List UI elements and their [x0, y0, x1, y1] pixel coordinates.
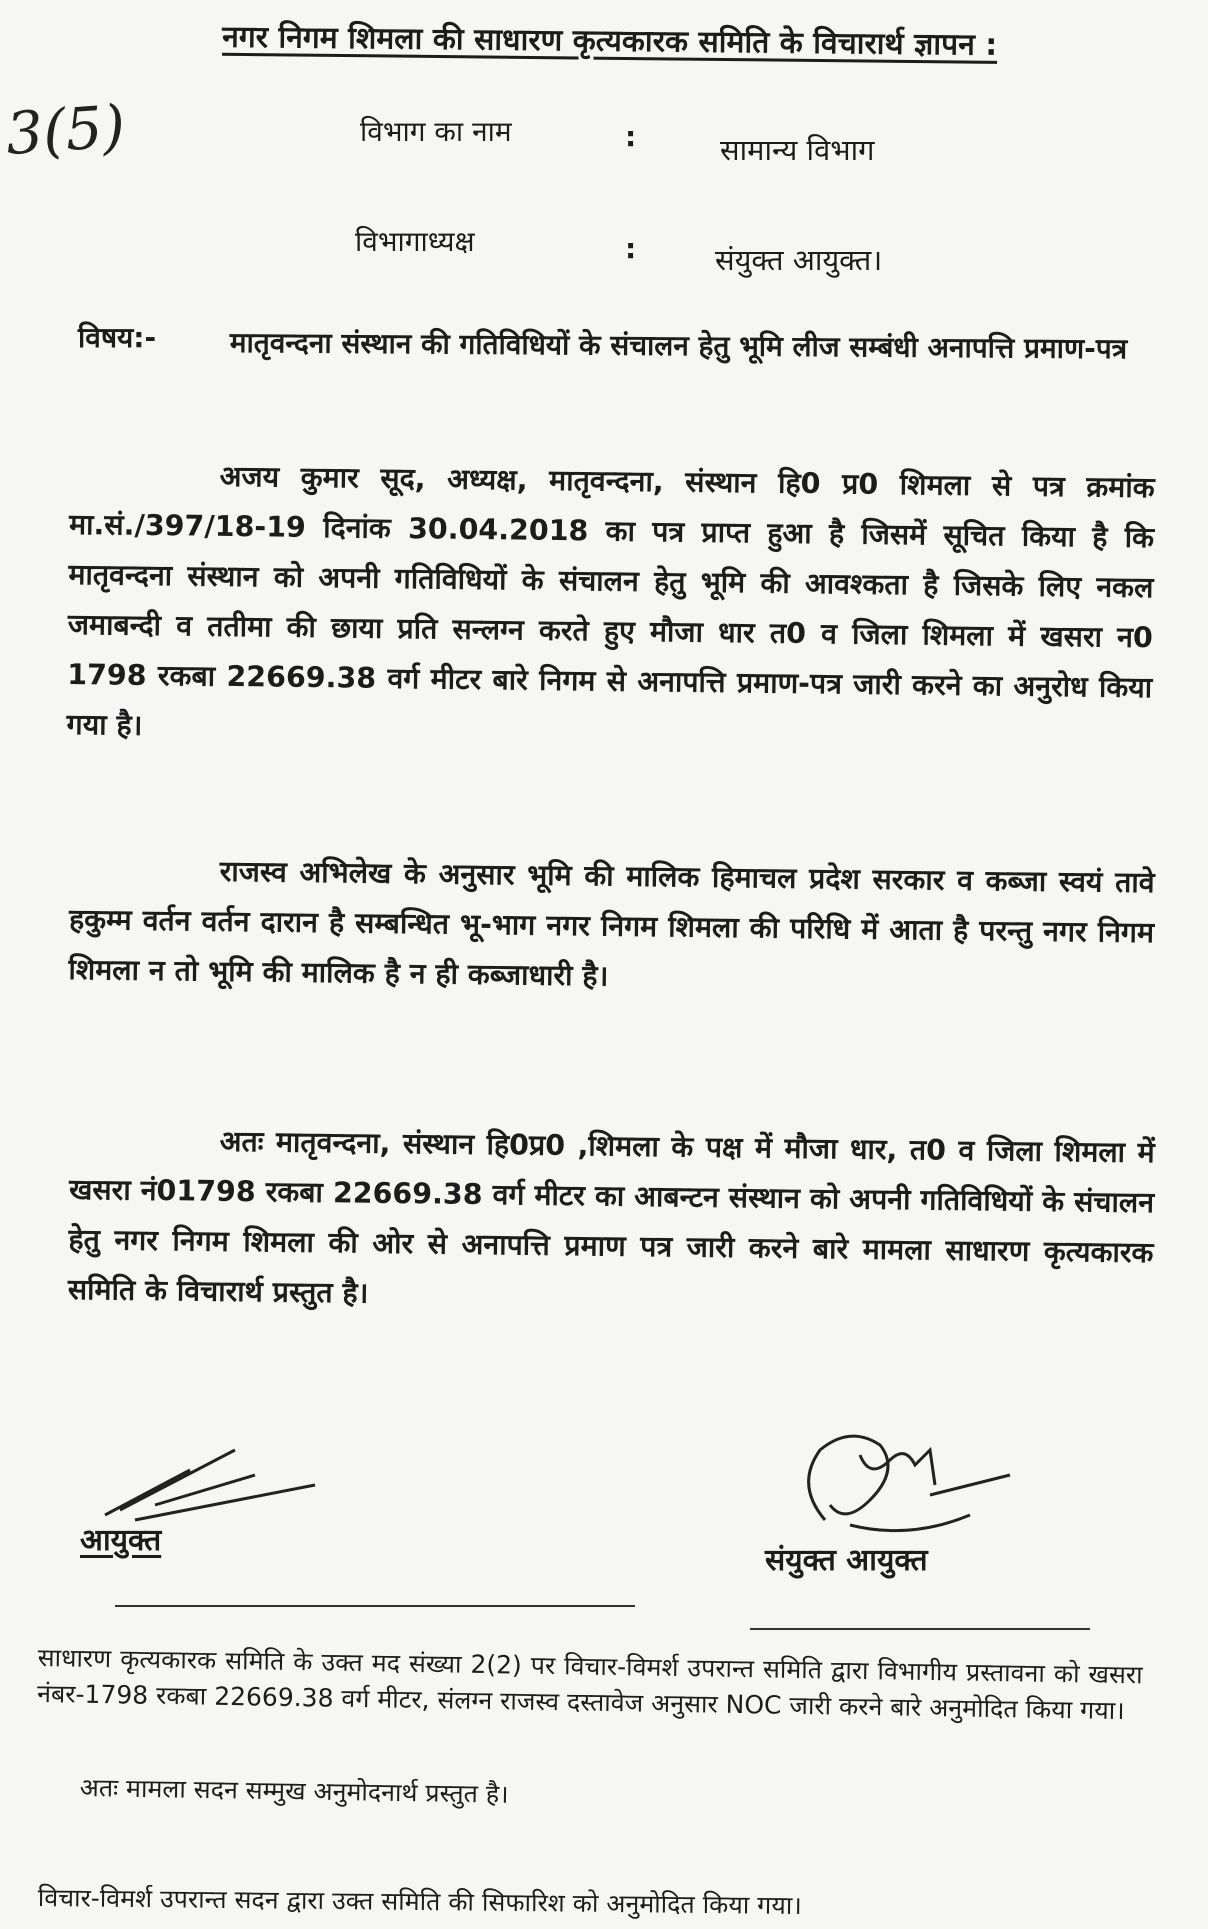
- subject-text: मातृवन्दना संस्थान की गतिविधियों के संचालन हेतु भूमि लीज सम्बंधी अनापत्ति प्रमाण-पत्र: [229, 325, 1128, 366]
- head-label: विभागाध्यक्ष: [355, 225, 475, 258]
- department-label: विभाग का नाम: [360, 115, 512, 148]
- commissioner-label: आयुक्त: [80, 1523, 162, 1558]
- paragraph-request: अजय कुमार सूद, अध्यक्ष, मातृवन्दना, संस्थान हि0 प्र0 शिमला से पत्र क्रमांक मा.सं./397/18-19 दिनांक 30.04.2018 का पत्र प्राप्त हुआ है जिसमें सूचित किया है कि मातृवन्दना संस्थान को अपनी गतिविधियों के संचालन हेतु भूमि की आवश्कता है जिसके लिए नकल जमाबन्दी व ततीमा की छाया प्रति सन्लग्न करते हुए मौजा धार त0 व जिला शिमला में खसरा न0 1798 रकबा 22669.38 वर्ग मीटर बारे निगम से अनापत्ति प्रमाण-पत्र जारी करने का अनुरोध किया गया है।: [66, 459, 1155, 742]
- head-colon: :: [625, 232, 637, 265]
- department-value: सामान्य विभाग: [720, 133, 875, 167]
- memo-title: नगर निगम शिमला की साधारण कृत्यकारक समिति के विचारार्थ ज्ञापन :: [222, 19, 998, 63]
- committee-note: साधारण कृत्यकारक समिति के उक्त मद संख्या 2(2) पर विचार-विमर्श उपरान्त समिति द्वारा विभागीय प्रस्तावना को खसरा नंबर-1798 रकबा 22669.38 वर्ग मीटर, संलग्न राजस्व दस्तावेज अनुसार NOC जारी करने बारे अनुमोदित किया गया।: [36, 1642, 1143, 1726]
- signature-divider-right: [750, 1628, 1090, 1630]
- handwritten-item-number: 3(5): [3, 91, 128, 169]
- paragraph-revenue-record: राजस्व अभिलेख के अनुसार भूमि की मालिक हिमाचल प्रदेश सरकार व कब्जा स्वयं तावे हकुम्म वर्तन वर्तन दारान है सम्बन्धित भू-भाग नगर निगम शिमला की परिधि में आता है परन्तु नगर निगम शिमला न तो भूमि की मालिक है न ही कब्जाधारी है।: [68, 854, 1155, 993]
- joint-commissioner-label: संयुक्त आयुक्त: [765, 1543, 928, 1578]
- signature-divider-left: [115, 1605, 635, 1607]
- final-note: विचार-विमर्श उपरान्त सदन द्वारा उक्त समिति की सिफारिश को अनुमोदित किया गया।: [37, 1882, 802, 1920]
- head-value: संयुक्त आयुक्त।: [715, 243, 883, 277]
- house-note: अतः मामला सदन सम्मुख अनुमोदनार्थ प्रस्तुत है।: [79, 1772, 509, 1809]
- department-colon: :: [625, 120, 637, 153]
- paragraph-proposal: अतः मातृवन्दना, संस्थान हि0प्र0 ,शिमला के पक्ष में मौजा धार, त0 व जिला शिमला में खसरा नं01798 रकबा 22669.38 वर्ग मीटर का आबन्टन संस्थान को अपनी गतिविधियों के संचालन हेतु नगर निगम शिमला की ओर से अनापत्ति प्रमाण पत्र जारी करने बारे मामला साधारण कृत्यकारक समिति के विचारार्थ प्रस्तुत है।: [67, 1124, 1155, 1310]
- subject-label: विषय:-: [78, 321, 157, 354]
